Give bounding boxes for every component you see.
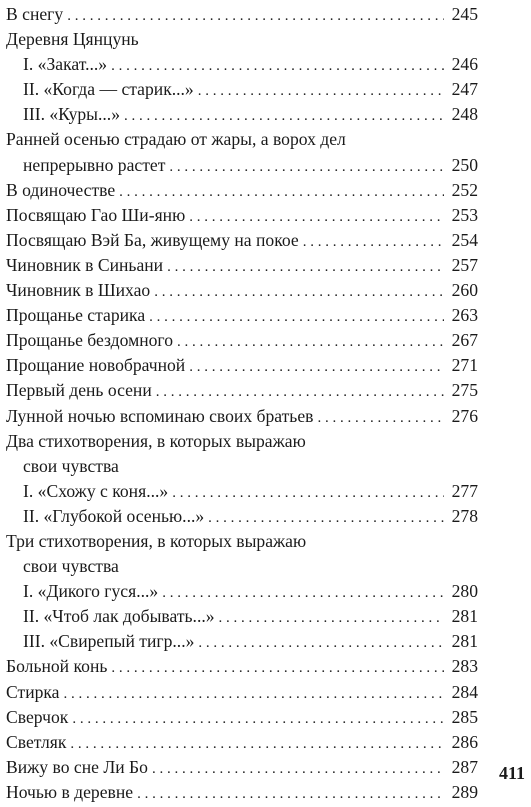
dot-leader bbox=[189, 205, 444, 230]
toc-entry-page: 248 bbox=[451, 104, 478, 125]
dot-leader bbox=[198, 79, 444, 104]
toc-entry-page: 284 bbox=[451, 681, 478, 702]
toc-entry-page: 277 bbox=[451, 480, 478, 501]
toc-entry bbox=[6, 153, 478, 178]
dot-leader bbox=[172, 481, 444, 506]
toc-entry bbox=[6, 654, 478, 679]
dot-leader bbox=[177, 330, 444, 355]
toc-entry-title: Два стихотворения, в которых выражаю bbox=[6, 430, 306, 451]
toc-entry-page: 247 bbox=[451, 79, 478, 100]
toc-entry-title: II. «Глубокой осенью...» bbox=[23, 505, 205, 526]
toc-entry-title: Посвящаю Вэй Ба, живущему на покое bbox=[6, 229, 299, 250]
dot-leader bbox=[149, 305, 444, 330]
toc-entry-title: Ночью в деревне bbox=[6, 781, 134, 802]
dot-leader bbox=[156, 380, 444, 405]
toc-entry-title: Чиновник в Синьани bbox=[6, 254, 164, 275]
toc-entry bbox=[6, 755, 478, 780]
toc-entry-title: Вижу во сне Ли Бо bbox=[6, 756, 148, 777]
toc-entry-title: Сверчок bbox=[6, 706, 69, 727]
dot-leader bbox=[72, 707, 444, 732]
toc-entry-page: 275 bbox=[451, 380, 478, 401]
dot-leader bbox=[64, 682, 445, 707]
toc-entry-title: Деревня Цянцунь bbox=[6, 29, 139, 50]
toc-entry-title: Прощанье старика bbox=[6, 305, 146, 326]
toc-entry bbox=[6, 328, 478, 353]
page-number: 411 bbox=[498, 763, 525, 783]
toc-entry bbox=[6, 178, 478, 203]
toc-entry-title: Прощанье бездомного bbox=[6, 330, 174, 351]
toc-entry-page: 281 bbox=[451, 606, 478, 627]
toc-entry bbox=[6, 504, 478, 529]
dot-leader bbox=[167, 255, 444, 280]
dot-leader bbox=[154, 280, 444, 305]
toc-entry-title: III. «Свирепый тигр...» bbox=[23, 631, 195, 652]
toc-entry bbox=[6, 27, 478, 52]
toc-entry-title: В снегу bbox=[6, 4, 64, 24]
dot-leader bbox=[70, 732, 444, 757]
table-of-contents bbox=[6, 2, 478, 805]
toc-entry-title: свои чувства bbox=[23, 556, 119, 577]
toc-entry bbox=[6, 77, 478, 102]
dot-leader bbox=[303, 230, 444, 255]
toc-entry bbox=[6, 253, 478, 278]
toc-entry-title: Три стихотворения, в которых выражаю bbox=[6, 530, 307, 551]
dot-leader bbox=[198, 631, 444, 656]
dot-leader bbox=[152, 757, 444, 782]
toc-entry-title: Больной конь bbox=[6, 656, 108, 677]
toc-entry bbox=[6, 529, 478, 554]
toc-entry-title: I. «Закат...» bbox=[23, 54, 108, 75]
toc-entry-page: 250 bbox=[451, 154, 478, 175]
toc-entry bbox=[6, 303, 478, 328]
toc-entry-title: Светляк bbox=[6, 731, 67, 752]
toc-entry-title: Посвящаю Гао Ши-яню bbox=[6, 204, 186, 225]
toc-entry-title: Первый день осени bbox=[6, 380, 152, 401]
toc-entry bbox=[6, 203, 478, 228]
toc-entry-title: В одиночестве bbox=[6, 179, 116, 200]
toc-entry-title: I. «Дикого гуся...» bbox=[23, 581, 159, 602]
toc-entry bbox=[6, 629, 478, 654]
toc-entry-title: Лунной ночью вспоминаю своих братьев bbox=[6, 405, 314, 426]
toc-entry bbox=[6, 579, 478, 604]
toc-entry-title: Стирка bbox=[6, 681, 60, 702]
toc-entry-title: Ранней осенью страдаю от жары, а ворох дел bbox=[6, 129, 346, 150]
toc-entry bbox=[6, 705, 478, 730]
dot-leader bbox=[189, 355, 444, 380]
toc-entry bbox=[6, 278, 478, 303]
toc-entry bbox=[6, 454, 478, 479]
dot-leader bbox=[169, 155, 444, 180]
toc-entry bbox=[6, 554, 478, 579]
toc-entry bbox=[6, 102, 478, 127]
dot-leader bbox=[111, 656, 444, 681]
toc-entry bbox=[6, 378, 478, 403]
dot-leader bbox=[208, 506, 444, 531]
toc-entry-page: 246 bbox=[451, 54, 478, 75]
toc-entry-page: 285 bbox=[451, 706, 478, 727]
dot-leader bbox=[67, 4, 444, 29]
toc-entry bbox=[6, 228, 478, 253]
toc-entry-page: 283 bbox=[451, 656, 478, 677]
dot-leader bbox=[317, 406, 444, 431]
toc-entry-page: 254 bbox=[451, 229, 478, 250]
toc-entry-title: свои чувства bbox=[23, 455, 119, 476]
toc-entry bbox=[6, 479, 478, 504]
toc-entry-page: 286 bbox=[451, 731, 478, 752]
toc-entry-page: 245 bbox=[451, 4, 478, 24]
toc-entry-page: 257 bbox=[451, 254, 478, 275]
dot-leader bbox=[219, 606, 444, 631]
toc-entry-title: непрерывно растет bbox=[23, 154, 166, 175]
toc-entry-page: 253 bbox=[451, 204, 478, 225]
toc-entry bbox=[6, 52, 478, 77]
dot-leader bbox=[124, 104, 444, 129]
toc-entry-title: I. «Схожу с коня...» bbox=[23, 480, 169, 501]
toc-entry-page: 289 bbox=[451, 781, 478, 802]
toc-entry-page: 287 bbox=[451, 756, 478, 777]
toc-entry-title: II. «Чтоб лак добывать...» bbox=[23, 606, 215, 627]
dot-leader bbox=[162, 581, 444, 606]
dot-leader bbox=[119, 180, 444, 205]
toc-entry-page: 260 bbox=[451, 280, 478, 301]
toc-entry-title: II. «Когда — старик...» bbox=[23, 79, 194, 100]
toc-entry-title: III. «Куры...» bbox=[23, 104, 120, 125]
toc-entry-page: 263 bbox=[451, 305, 478, 326]
toc-entry-page: 271 bbox=[451, 355, 478, 376]
dot-leader bbox=[111, 54, 444, 79]
dot-leader bbox=[137, 782, 444, 807]
toc-entry-page: 281 bbox=[451, 631, 478, 652]
toc-entry-title: Прощание новобрачной bbox=[6, 355, 186, 376]
toc-entry bbox=[6, 780, 478, 805]
toc-entry bbox=[6, 2, 478, 27]
toc-entry-page: 267 bbox=[451, 330, 478, 351]
toc-entry bbox=[6, 680, 478, 705]
toc-entry-page: 276 bbox=[451, 405, 478, 426]
toc-entry bbox=[6, 127, 478, 152]
toc-entry bbox=[6, 404, 478, 429]
toc-entry bbox=[6, 604, 478, 629]
toc-entry-page: 252 bbox=[451, 179, 478, 200]
toc-entry bbox=[6, 730, 478, 755]
toc-entry-page: 280 bbox=[451, 581, 478, 602]
toc-entry bbox=[6, 353, 478, 378]
toc-entry-page: 278 bbox=[451, 505, 478, 526]
toc-entry bbox=[6, 429, 478, 454]
toc-entry-title: Чиновник в Шихао bbox=[6, 280, 151, 301]
